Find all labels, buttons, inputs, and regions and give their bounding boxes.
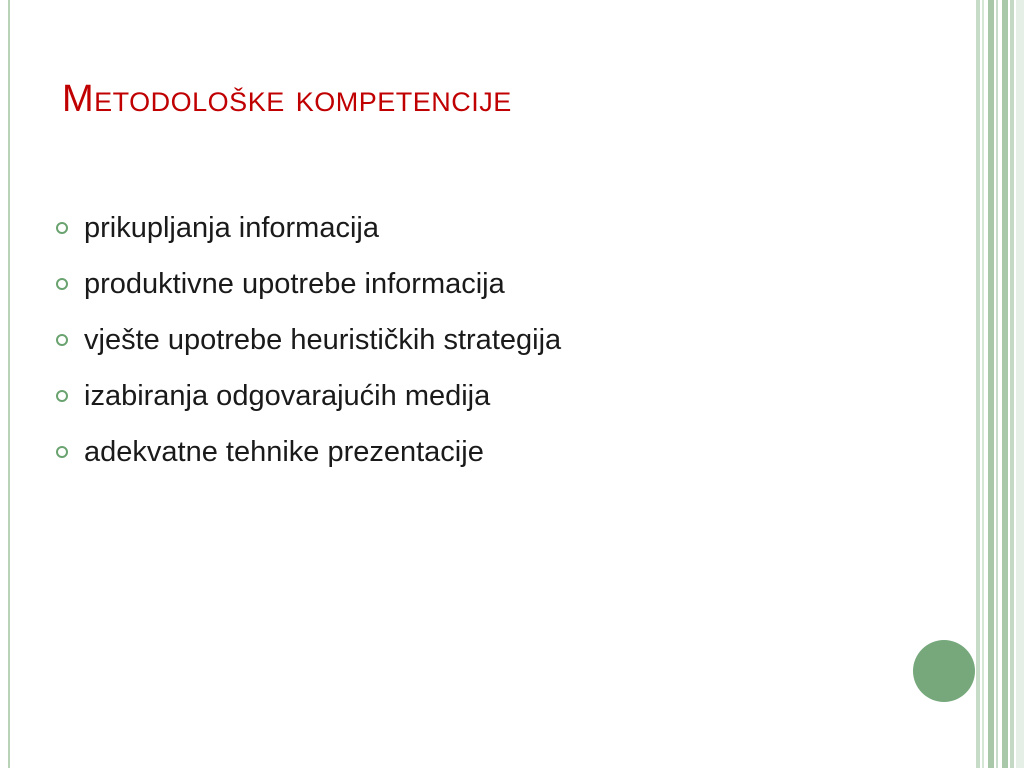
bullet-list <box>54 206 561 486</box>
circle-bullet-icon <box>56 390 68 402</box>
slide-title: Metodološke kompetencije <box>62 78 512 120</box>
stripe <box>1002 0 1008 768</box>
stripe <box>982 0 984 768</box>
circle-bullet-icon <box>56 222 68 234</box>
list-item <box>54 318 561 374</box>
list-item <box>54 262 561 318</box>
list-item-text: produktivne upotrebe informacija <box>84 268 505 300</box>
circle-bullet-icon <box>56 446 68 458</box>
list-item-text: adekvatne tehnike prezentacije <box>84 436 484 468</box>
right-decorative-stripes <box>976 0 1024 768</box>
list-item-text: vješte upotrebe heurističkih strategija <box>84 324 562 356</box>
left-border-rule <box>8 0 10 768</box>
list-item <box>54 374 561 430</box>
list-item-text: prikupljanja informacija <box>84 212 379 244</box>
decorative-circle <box>913 640 975 702</box>
stripe <box>988 0 994 768</box>
list-item-text: izabiranja odgovarajućih medija <box>84 380 491 412</box>
stripe <box>1016 0 1024 768</box>
list-item <box>54 206 561 262</box>
circle-bullet-icon <box>56 278 68 290</box>
stripe <box>996 0 998 768</box>
circle-bullet-icon <box>56 334 68 346</box>
stripe <box>1010 0 1014 768</box>
list-item <box>54 430 561 486</box>
stripe <box>976 0 980 768</box>
